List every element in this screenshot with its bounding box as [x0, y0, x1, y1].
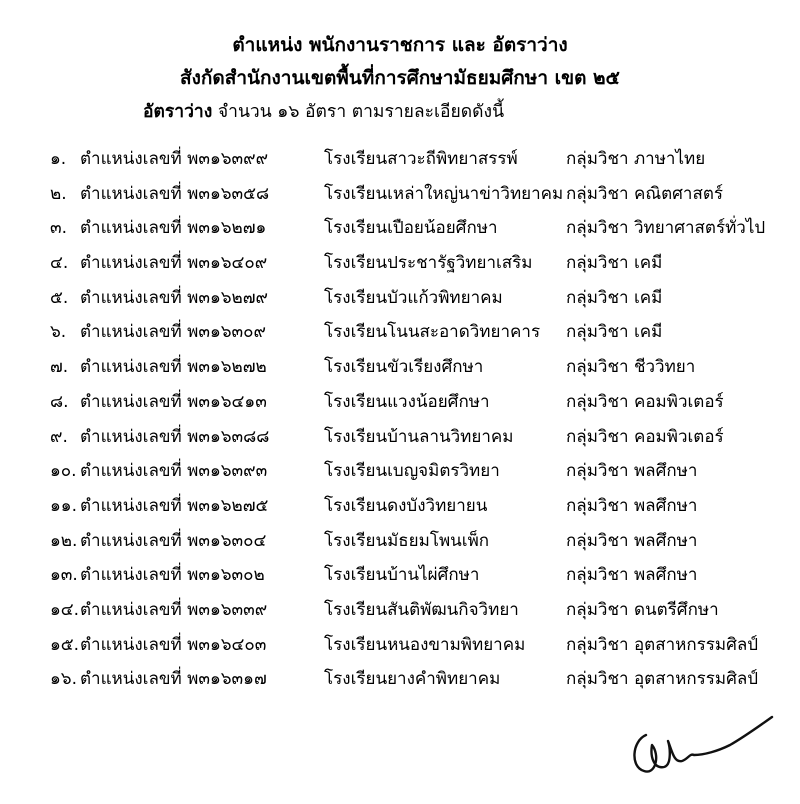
- school-name: โรงเรียนประชารัฐวิทยาเสริม: [324, 253, 533, 274]
- subject-group: กลุ่มวิชา ชีววิทยา: [566, 357, 696, 378]
- position-number: ตำแหน่งเลขที่ พ๓๑๖๔๑๓: [80, 391, 267, 412]
- list-item: [0, 145, 800, 180]
- list-item: [0, 318, 800, 353]
- item-number: ๙.: [50, 426, 68, 447]
- document-title-line2: สังกัดสำนักงานเขตพื้นที่การศึกษามัธยมศึกษา เขต ๒๕: [180, 67, 620, 89]
- subject-group: กลุ่มวิชา คณิตศาสตร์: [566, 183, 724, 204]
- subject-group: กลุ่มวิชา พลศึกษา: [566, 495, 698, 516]
- position-number: ตำแหน่งเลขที่ พ๓๑๖๓๘๘: [80, 426, 270, 447]
- document-title-line1: ตำแหน่ง พนักงานราชการ และ อัตราว่าง: [232, 34, 568, 56]
- subject-group: กลุ่มวิชา ภาษาไทย: [566, 149, 706, 169]
- list-item: [0, 284, 800, 319]
- list-item: [0, 249, 800, 284]
- list-item: [0, 180, 800, 215]
- school-name: โรงเรียนขัวเรียงศึกษา: [324, 357, 484, 378]
- position-number: ตำแหน่งเลขที่ พ๓๑๖๓๙๓: [80, 461, 268, 482]
- subject-group: กลุ่มวิชา อุตสาหกรรมศิลป์: [566, 634, 759, 655]
- vacancy-summary-text: จำนวน ๑๖ อัตรา ตามรายละเอียดดังนี้: [212, 102, 505, 122]
- list-item: [0, 457, 800, 492]
- vacancy-summary-label: อัตราว่าง: [143, 102, 213, 122]
- item-number: ๑๒.: [50, 530, 78, 551]
- list-item: [0, 353, 800, 388]
- item-number: ๒.: [50, 183, 67, 204]
- signature: [626, 705, 776, 785]
- school-name: โรงเรียนแวงน้อยศึกษา: [324, 391, 490, 412]
- item-number: ๑๕.: [50, 634, 80, 655]
- position-number: ตำแหน่งเลขที่ พ๓๑๖๒๗๒: [80, 357, 267, 378]
- school-name: โรงเรียนบ้านลานวิทยาคม: [324, 426, 514, 447]
- subject-group: กลุ่มวิชา พลศึกษา: [566, 530, 698, 551]
- list-item: [0, 423, 800, 458]
- school-name: โรงเรียนเหล่าใหญ่นาข่าวิทยาคม: [324, 183, 564, 204]
- subject-group: กลุ่มวิชา ดนตรีศึกษา: [566, 599, 719, 620]
- item-number: ๓.: [50, 218, 68, 239]
- item-number: ๑.: [50, 149, 67, 169]
- school-name: โรงเรียนหนองขามพิทยาคม: [324, 634, 526, 655]
- subject-group: กลุ่มวิชา คอมพิวเตอร์: [566, 391, 724, 412]
- school-name: โรงเรียนเปือยน้อยศึกษา: [324, 218, 498, 239]
- item-number: ๘.: [50, 391, 69, 412]
- item-number: ๑๖.: [50, 669, 77, 690]
- school-name: โรงเรียนสันติพัฒนกิจวิทยา: [324, 599, 519, 620]
- list-item: [0, 388, 800, 423]
- position-number: ตำแหน่งเลขที่ พ๓๑๖๒๗๕: [80, 495, 269, 516]
- item-number: ๕.: [50, 287, 69, 308]
- position-number: ตำแหน่งเลขที่ พ๓๑๖๓๐๒: [80, 565, 265, 586]
- position-number: ตำแหน่งเลขที่ พ๓๑๖๓๓๙: [80, 599, 268, 620]
- position-number: ตำแหน่งเลขที่ พ๓๑๖๓๑๗: [80, 669, 267, 690]
- position-number: ตำแหน่งเลขที่ พ๓๑๖๒๗๙: [80, 287, 268, 308]
- list-item: [0, 665, 800, 700]
- position-number: ตำแหน่งเลขที่ พ๓๑๖๓๕๘: [80, 183, 270, 204]
- position-number: ตำแหน่งเลขที่ พ๓๑๖๓๙๙: [80, 149, 269, 169]
- school-name: โรงเรียนเบญจมิตรวิทยา: [324, 461, 500, 482]
- list-item: [0, 492, 800, 527]
- position-number: ตำแหน่งเลขที่ พ๓๑๖๓๐๔: [80, 530, 267, 551]
- item-number: ๑๓.: [50, 565, 78, 586]
- position-number: ตำแหน่งเลขที่ พ๓๑๖๔๐๙: [80, 253, 268, 274]
- position-number: ตำแหน่งเลขที่ พ๓๑๖๓๐๙: [80, 322, 266, 343]
- position-number: ตำแหน่งเลขที่ พ๓๑๖๔๐๓: [80, 634, 267, 655]
- school-name: โรงเรียนมัธยมโพนเพ็ก: [324, 530, 490, 551]
- subject-group: กลุ่มวิชา วิทยาศาสตร์ทั่วไป: [566, 218, 766, 239]
- list-item: [0, 596, 800, 631]
- school-name: โรงเรียนบัวแก้วพิทยาคม: [324, 287, 503, 308]
- item-number: ๑๔.: [50, 599, 80, 620]
- subject-group: กลุ่มวิชา พลศึกษา: [566, 565, 698, 586]
- school-name: โรงเรียนบ้านไผ่ศึกษา: [324, 565, 480, 586]
- item-number: ๖.: [50, 322, 67, 343]
- position-number: ตำแหน่งเลขที่ พ๓๑๖๒๗๑: [80, 218, 267, 239]
- vacancy-summary: [143, 97, 504, 125]
- subject-group: กลุ่มวิชา พลศึกษา: [566, 461, 698, 482]
- item-number: ๑๑.: [50, 495, 77, 516]
- list-item: [0, 527, 800, 562]
- school-name: โรงเรียนดงบังวิทยายน: [324, 495, 488, 516]
- school-name: โรงเรียนสาวะถีพิทยาสรรพ์: [324, 149, 518, 169]
- subject-group: กลุ่มวิชา อุตสาหกรรมศิลป์: [566, 669, 759, 690]
- list-item: [0, 214, 800, 249]
- vacancy-list: [0, 145, 800, 700]
- list-item: [0, 631, 800, 666]
- school-name: โรงเรียนโนนสะอาดวิทยาคาร: [324, 322, 541, 343]
- school-name: โรงเรียนยางคำพิทยาคม: [324, 669, 501, 690]
- subject-group: กลุ่มวิชา คอมพิวเตอร์: [566, 426, 724, 447]
- item-number: ๑๐.: [50, 461, 77, 482]
- item-number: ๔.: [50, 253, 69, 274]
- subject-group: กลุ่มวิชา เคมี: [566, 287, 663, 308]
- subject-group: กลุ่มวิชา เคมี: [566, 253, 663, 274]
- list-item: [0, 561, 800, 596]
- subject-group: กลุ่มวิชา เคมี: [566, 322, 663, 343]
- item-number: ๗.: [50, 357, 69, 378]
